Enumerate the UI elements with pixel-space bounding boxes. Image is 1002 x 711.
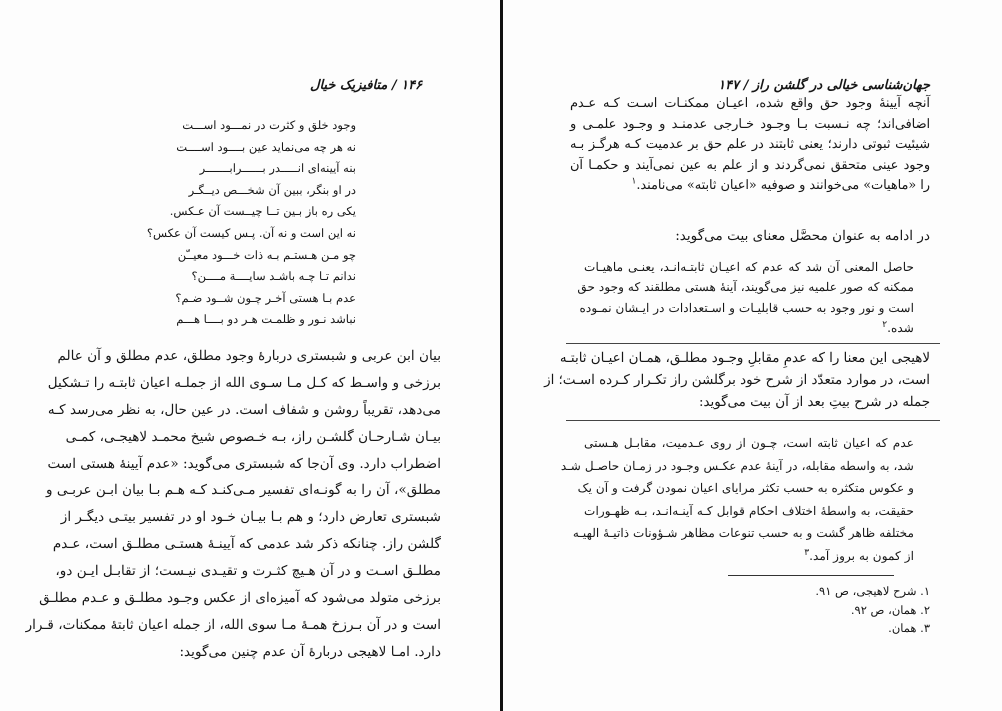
text-line: بیـان شـارحـان گلشـن راز، بـه خـصوص شیخ محمـد لاهیجـی، کمـی bbox=[65, 428, 441, 445]
poem-line: وجود خلق و کثرت در نمـــود اســـت bbox=[182, 118, 356, 132]
left-page-header: ۱۴۶ / متافیزیک خیال bbox=[310, 78, 423, 93]
left-body-paragraph bbox=[25, 343, 441, 666]
text-line: جمله در شرح بیتِ بعد از آن بیت می‌گوید: bbox=[698, 395, 930, 410]
poem bbox=[146, 115, 356, 331]
text-line: اضطراب دارد. وی آن‌جا که شبستری می‌گوید: «عدم آیینهٔ هستی است bbox=[47, 455, 441, 472]
footnote-ref: ۲ bbox=[882, 320, 888, 331]
poem-line: در او بنگر، ببین آن شخـــص دیــگـر bbox=[188, 182, 356, 197]
text-line: لاهیجی این معنا را که عدمِ مقابلِ وجـود مطلـق، همـان اعیـان ثابتـه bbox=[559, 351, 930, 366]
text-line: مختلفه ظاهر گشت و به حسب تنوعات مظاهر شـؤونات ذاتیـهٔ الهیـه bbox=[572, 526, 914, 540]
text-line: وجود عینی متحقق نمی‌گردند و از علم به عین نمی‌آیند و حکمـا آن bbox=[570, 157, 930, 173]
text-line: برزخی و واسـط که کـل مـا سـوی الله از جملـه اعیان ثابتـه را تـشکیل bbox=[47, 374, 441, 391]
text-line: است و در آن بـرزخ همـهٔ مـا سوی الله، از جمله اعیان ثابتهٔ ممکنات، قـرار bbox=[25, 616, 441, 633]
section-rule bbox=[566, 343, 940, 344]
footnotes bbox=[730, 582, 930, 638]
footnote-ref: ۱ bbox=[631, 177, 637, 188]
text-line: اضافی‌اند؛ چه نـسبت بـا وجـود خـارجی عدمنـد و وجـود علمـی و bbox=[570, 116, 930, 132]
text-line: شبستری تعارض دارد؛ و هم بـا بیـان خـود او در تفسیر بیتـی دیگـر از bbox=[60, 509, 441, 526]
text-line: ممکنه که صور علمیه نیز می‌گویند، آینهٔ هستی مطلقند که وجود حق bbox=[577, 280, 914, 295]
text-line: می‌دهد، تقریباً روشن و شفاف است. در عین حال، به نظر می‌رسد کـه bbox=[47, 401, 441, 418]
footnote-rule bbox=[728, 575, 894, 576]
block-quote-1 bbox=[577, 257, 914, 339]
text-line: بیان ابن عربی و شبستری دربارهٔ وجود مطلق، عدم مطلق و آن عالم bbox=[57, 348, 441, 364]
text-line: را «ماهیات» می‌خوانند و صوفیه «اعیان ثابته» می‌نامند.$^۱$ bbox=[631, 177, 930, 194]
poem-line: نه هر چه می‌نماید عین بــــود اســــت bbox=[176, 139, 356, 154]
text-line: مطلـق اسـت و در آن هـیچ کثـرت و تقیـدی نیـست؛ از تقابـل ایـن دو، bbox=[55, 563, 441, 580]
poem-line: نباشد نـور و ظلمـت هـر دو بــــا هـــم bbox=[176, 312, 356, 327]
left-page bbox=[0, 0, 500, 711]
text-line: دارد. امـا لاهیجی دربارهٔ آن عدم چنین می‌گوید: bbox=[179, 643, 441, 660]
text-line: شیئیت ثبوتی دارند؛ یعنی ثابتند در علم حق بر عدمیت کـه هرگـز بـه bbox=[570, 137, 930, 153]
block-quote-2 bbox=[560, 432, 914, 567]
text-line: عدم که اعیان ثابته است، چـون از روی عـدمیت، مقابـل هـستی bbox=[584, 436, 914, 450]
text-line: و عکوس متکثره به حسب تکثر مرایای اعیان نمودن گرفت و آن یک bbox=[577, 481, 914, 495]
text-line: شد، به واسطه مقابله، در آینهٔ عدم عکـس وجـود در زمـان حاصـل شـد bbox=[560, 458, 914, 473]
poem-line: چو مـن هـستـم بـه ذات خـــود معیــّن bbox=[177, 247, 356, 262]
poem-line: یکی ره باز بـین تــا چیــست آن عـکس. bbox=[169, 204, 356, 219]
text-line: از کمون به بروز آمد.$^۳$ bbox=[804, 547, 914, 563]
footnote: ۳. همان. bbox=[888, 621, 930, 635]
poem-line: بنه آیینه‌ای انـــــدر بــــــرابـــــــر bbox=[199, 161, 356, 176]
text-line: شده.$^۲$ bbox=[882, 320, 914, 336]
text-line: است، در موارد متعدّد از شرح خود برگلشن راز تکـرار کـرده اسـت؛ از bbox=[544, 373, 930, 388]
poem-line: ندانم تـا چـه باشـد سایــــة مــــن؟ bbox=[191, 269, 356, 284]
poem-line: نه این است و نه آن. پـس کیست آن عکس؟ bbox=[146, 225, 356, 240]
text-line: حقیقت، به واسطهٔ اختلاف احکام قوابل کـه آینـه‌انـد، بـه ظهـورات bbox=[584, 503, 914, 518]
quote-intro: در ادامه به عنوان محصَّل معنای بیت می‌گوید: bbox=[675, 228, 930, 244]
text-line: است و نور وجود به حسب قابلیـات و اسـتعدادات در ایـشان نمـوده bbox=[579, 300, 914, 315]
right-paragraph-1 bbox=[570, 94, 930, 197]
footnote: ۲. همان، ص ۹۲. bbox=[850, 602, 930, 617]
right-paragraph-2 bbox=[544, 348, 930, 414]
text-line: آنچه آیینهٔ وجود حق واقع شده، اعیـان ممکنـات اسـت کـه عـدم bbox=[570, 96, 930, 111]
text-line: برزخی متولد می‌شود که آمیزه‌ای از عکس وجـود مطلـق و عـدم مطلـق bbox=[39, 590, 441, 607]
footnote: ۱. شرح لاهیجی، ص ۹۱. bbox=[815, 584, 930, 598]
right-page-header: جهان‌شناسی خیالی در گلشن راز / ۱۴۷ bbox=[718, 78, 930, 93]
text-line: مطلق»، آن را به گونـه‌ای تفسیر مـی‌کنـد کـه هـم بـا بیان ابـن عربـی و bbox=[46, 482, 441, 499]
text-line: حاصل المعنی آن شد که عدم که اعیـان ثابتـه‌انـد، یعنـی ماهیـات bbox=[584, 260, 914, 274]
text-line: گلشن راز. چنانکه ذکر شد عدمی که آیینـهٔ هستـی مطلـق است، عـدم bbox=[52, 536, 441, 553]
poem-line: عدم بـا هستی آخـر چـون شــود ضـم؟ bbox=[175, 290, 356, 305]
section-rule bbox=[566, 420, 940, 421]
right-page bbox=[503, 0, 1002, 711]
footnote-ref: ۳ bbox=[804, 547, 810, 558]
